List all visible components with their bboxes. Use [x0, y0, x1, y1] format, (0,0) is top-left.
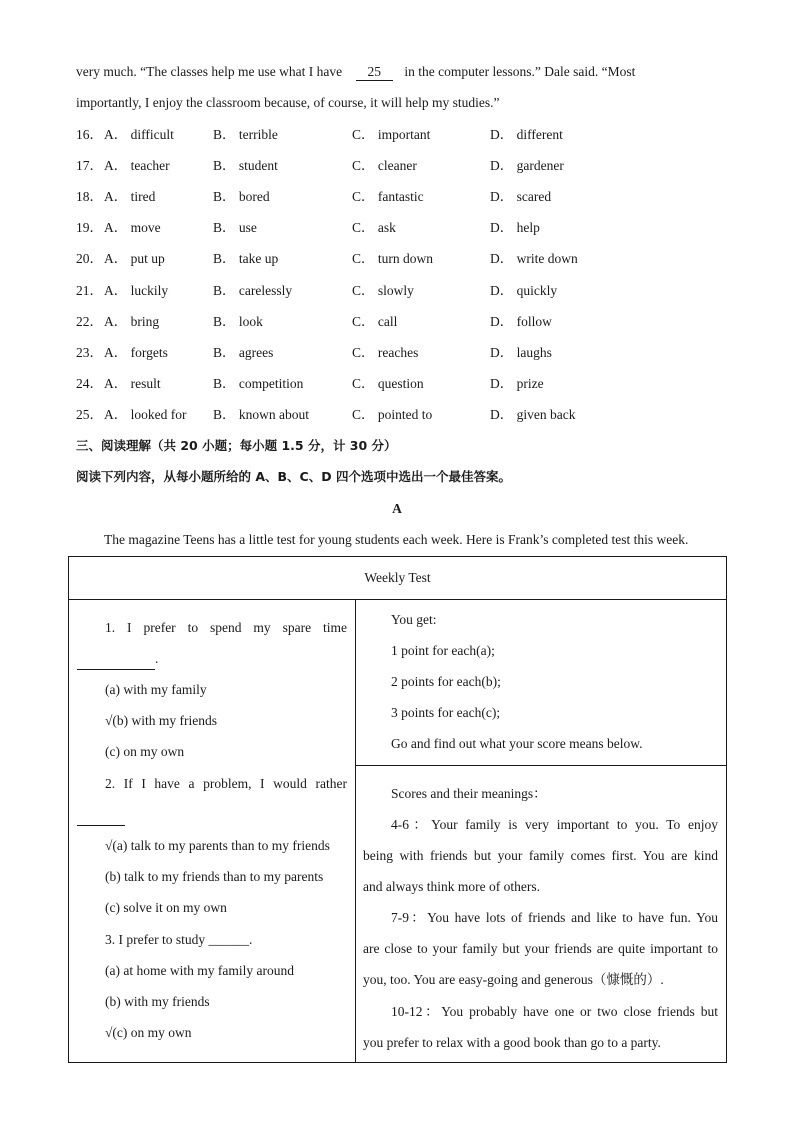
- weekly-test-table: [68, 556, 727, 1063]
- option-a: A． bring: [104, 314, 160, 329]
- section-instruction: 阅读下列内容，从每小题所给的 A、B、C、D 四个选项中选出一个最佳答案。: [76, 469, 511, 484]
- q2-stem: 2. If I have a problem, I would rather: [105, 776, 347, 791]
- option-a: A． tired: [104, 189, 156, 204]
- option-d: D． given back: [490, 407, 576, 422]
- option-a: A． difficult: [104, 127, 174, 142]
- option-b: B． bored: [213, 189, 270, 204]
- q2-option-a: √(a) talk to my parents than to my friends: [105, 838, 330, 853]
- score-range-7-9-end: you, too. You are easy-going and generous（慷慨的）.: [363, 972, 664, 987]
- option-b: B． known about: [213, 407, 309, 422]
- question-number: 20．: [76, 251, 103, 266]
- q2-option-c: (c) solve it on my own: [105, 900, 227, 915]
- option-b: B． look: [213, 314, 263, 329]
- question-number: 17．: [76, 158, 103, 173]
- option-a: A． teacher: [104, 158, 170, 173]
- option-a: A． luckily: [104, 283, 169, 298]
- option-d: D． laughs: [490, 345, 552, 360]
- option-b: B． terrible: [213, 127, 278, 142]
- option-c: C． fantastic: [352, 189, 424, 204]
- option-d: D． different: [490, 127, 563, 142]
- option-d: D． quickly: [490, 283, 558, 298]
- option-b: B． carelessly: [213, 283, 293, 298]
- q1-stem: 1. I prefer to spend my spare time: [105, 620, 347, 635]
- points-a: 1 point for each(a);: [391, 643, 495, 658]
- passage-line-1: [76, 62, 704, 82]
- points-c: 3 points for each(c);: [391, 705, 501, 720]
- option-d: D． write down: [490, 251, 578, 266]
- question-number: 23．: [76, 345, 103, 360]
- question-number: 22．: [76, 314, 103, 329]
- scores-cell: [356, 766, 726, 1062]
- score-range-7-9: 7-9：You have lots of friends and like to have fun. You: [391, 910, 718, 925]
- question-number: 19．: [76, 220, 103, 235]
- option-c: C． cleaner: [352, 158, 417, 173]
- option-d: D． scared: [490, 189, 552, 204]
- option-a: A． move: [104, 220, 161, 235]
- passage-line-2: importantly, I enjoy the classroom because, of course, it will help my studies.”: [76, 95, 500, 110]
- table-title: Weekly Test: [69, 557, 726, 600]
- question-number: 25．: [76, 407, 103, 422]
- option-c: C． important: [352, 127, 431, 142]
- q3-option-c: √(c) on my own: [105, 1025, 192, 1040]
- q1-option-c: (c) on my own: [105, 744, 185, 759]
- option-a: A． looked for: [104, 407, 187, 422]
- q1-blank: .: [77, 649, 158, 670]
- option-d: D． prize: [490, 376, 544, 391]
- option-b: B． competition: [213, 376, 304, 391]
- score-range-4-6-end: and always think more of others.: [363, 879, 540, 894]
- q2-blank: [77, 805, 125, 826]
- option-a: A． forgets: [104, 345, 168, 360]
- test-questions-cell: [69, 599, 356, 1062]
- section-title: 三、阅读理解（共 20 小题；每小题 1.5 分，计 30 分）: [76, 438, 397, 453]
- option-c: C． slowly: [352, 283, 414, 298]
- points-cell: [356, 599, 726, 766]
- score-range-10-12-cont: you prefer to relax with a good book than go to a party.: [363, 1035, 661, 1050]
- option-b: B． student: [213, 158, 278, 173]
- score-range-4-6-cont: being with friends but your family comes first. You are kind: [363, 848, 718, 863]
- question-number: 18．: [76, 189, 103, 204]
- option-d: D． help: [490, 220, 540, 235]
- option-c: C． ask: [352, 220, 396, 235]
- passage-text-after-blank: in the computer lessons.” Dale said. “Most: [404, 64, 636, 79]
- option-c: C． turn down: [352, 251, 433, 266]
- points-b: 2 points for each(b);: [391, 674, 501, 689]
- passage-intro: The magazine Teens has a little test for young students each week. Here is Frank’s completed test this week.: [104, 532, 689, 547]
- answer-blank-25: 25: [356, 64, 394, 81]
- q3-option-a: (a) at home with my family around: [105, 963, 294, 978]
- option-a: A． put up: [104, 251, 165, 266]
- question-number: 21．: [76, 283, 103, 298]
- question-number: 24．: [76, 376, 103, 391]
- points-note: Go and find out what your score means below.: [391, 736, 643, 751]
- points-heading: You get:: [391, 612, 437, 627]
- score-range-4-6: 4-6：Your family is very important to you. To enjoy: [391, 817, 718, 832]
- option-c: C． reaches: [352, 345, 419, 360]
- q1-option-a: (a) with my family: [105, 682, 207, 697]
- q2-option-b: (b) talk to my friends than to my parents: [105, 869, 324, 884]
- option-b: B． use: [213, 220, 257, 235]
- scores-heading: Scores and their meanings：: [391, 786, 547, 801]
- option-b: B． take up: [213, 251, 279, 266]
- option-c: C． question: [352, 376, 424, 391]
- score-range-10-12: 10-12：You probably have one or two close friends but: [391, 1004, 718, 1019]
- passage-text-before-blank: very much. “The classes help me use what I have: [76, 64, 343, 79]
- option-a: A． result: [104, 376, 161, 391]
- option-c: C． pointed to: [352, 407, 433, 422]
- q3-stem: 3. I prefer to study ______.: [105, 932, 253, 947]
- scoring-column: [356, 599, 726, 1062]
- option-d: D． gardener: [490, 158, 564, 173]
- question-number: 16．: [76, 127, 103, 142]
- part-label: A: [392, 501, 402, 516]
- q1-option-b: √(b) with my friends: [105, 713, 218, 728]
- option-b: B． agrees: [213, 345, 274, 360]
- score-range-7-9-cont: are close to your family but your friends are quite important to: [363, 941, 718, 956]
- option-c: C． call: [352, 314, 398, 329]
- q3-option-b: (b) with my friends: [105, 994, 210, 1009]
- option-d: D． follow: [490, 314, 552, 329]
